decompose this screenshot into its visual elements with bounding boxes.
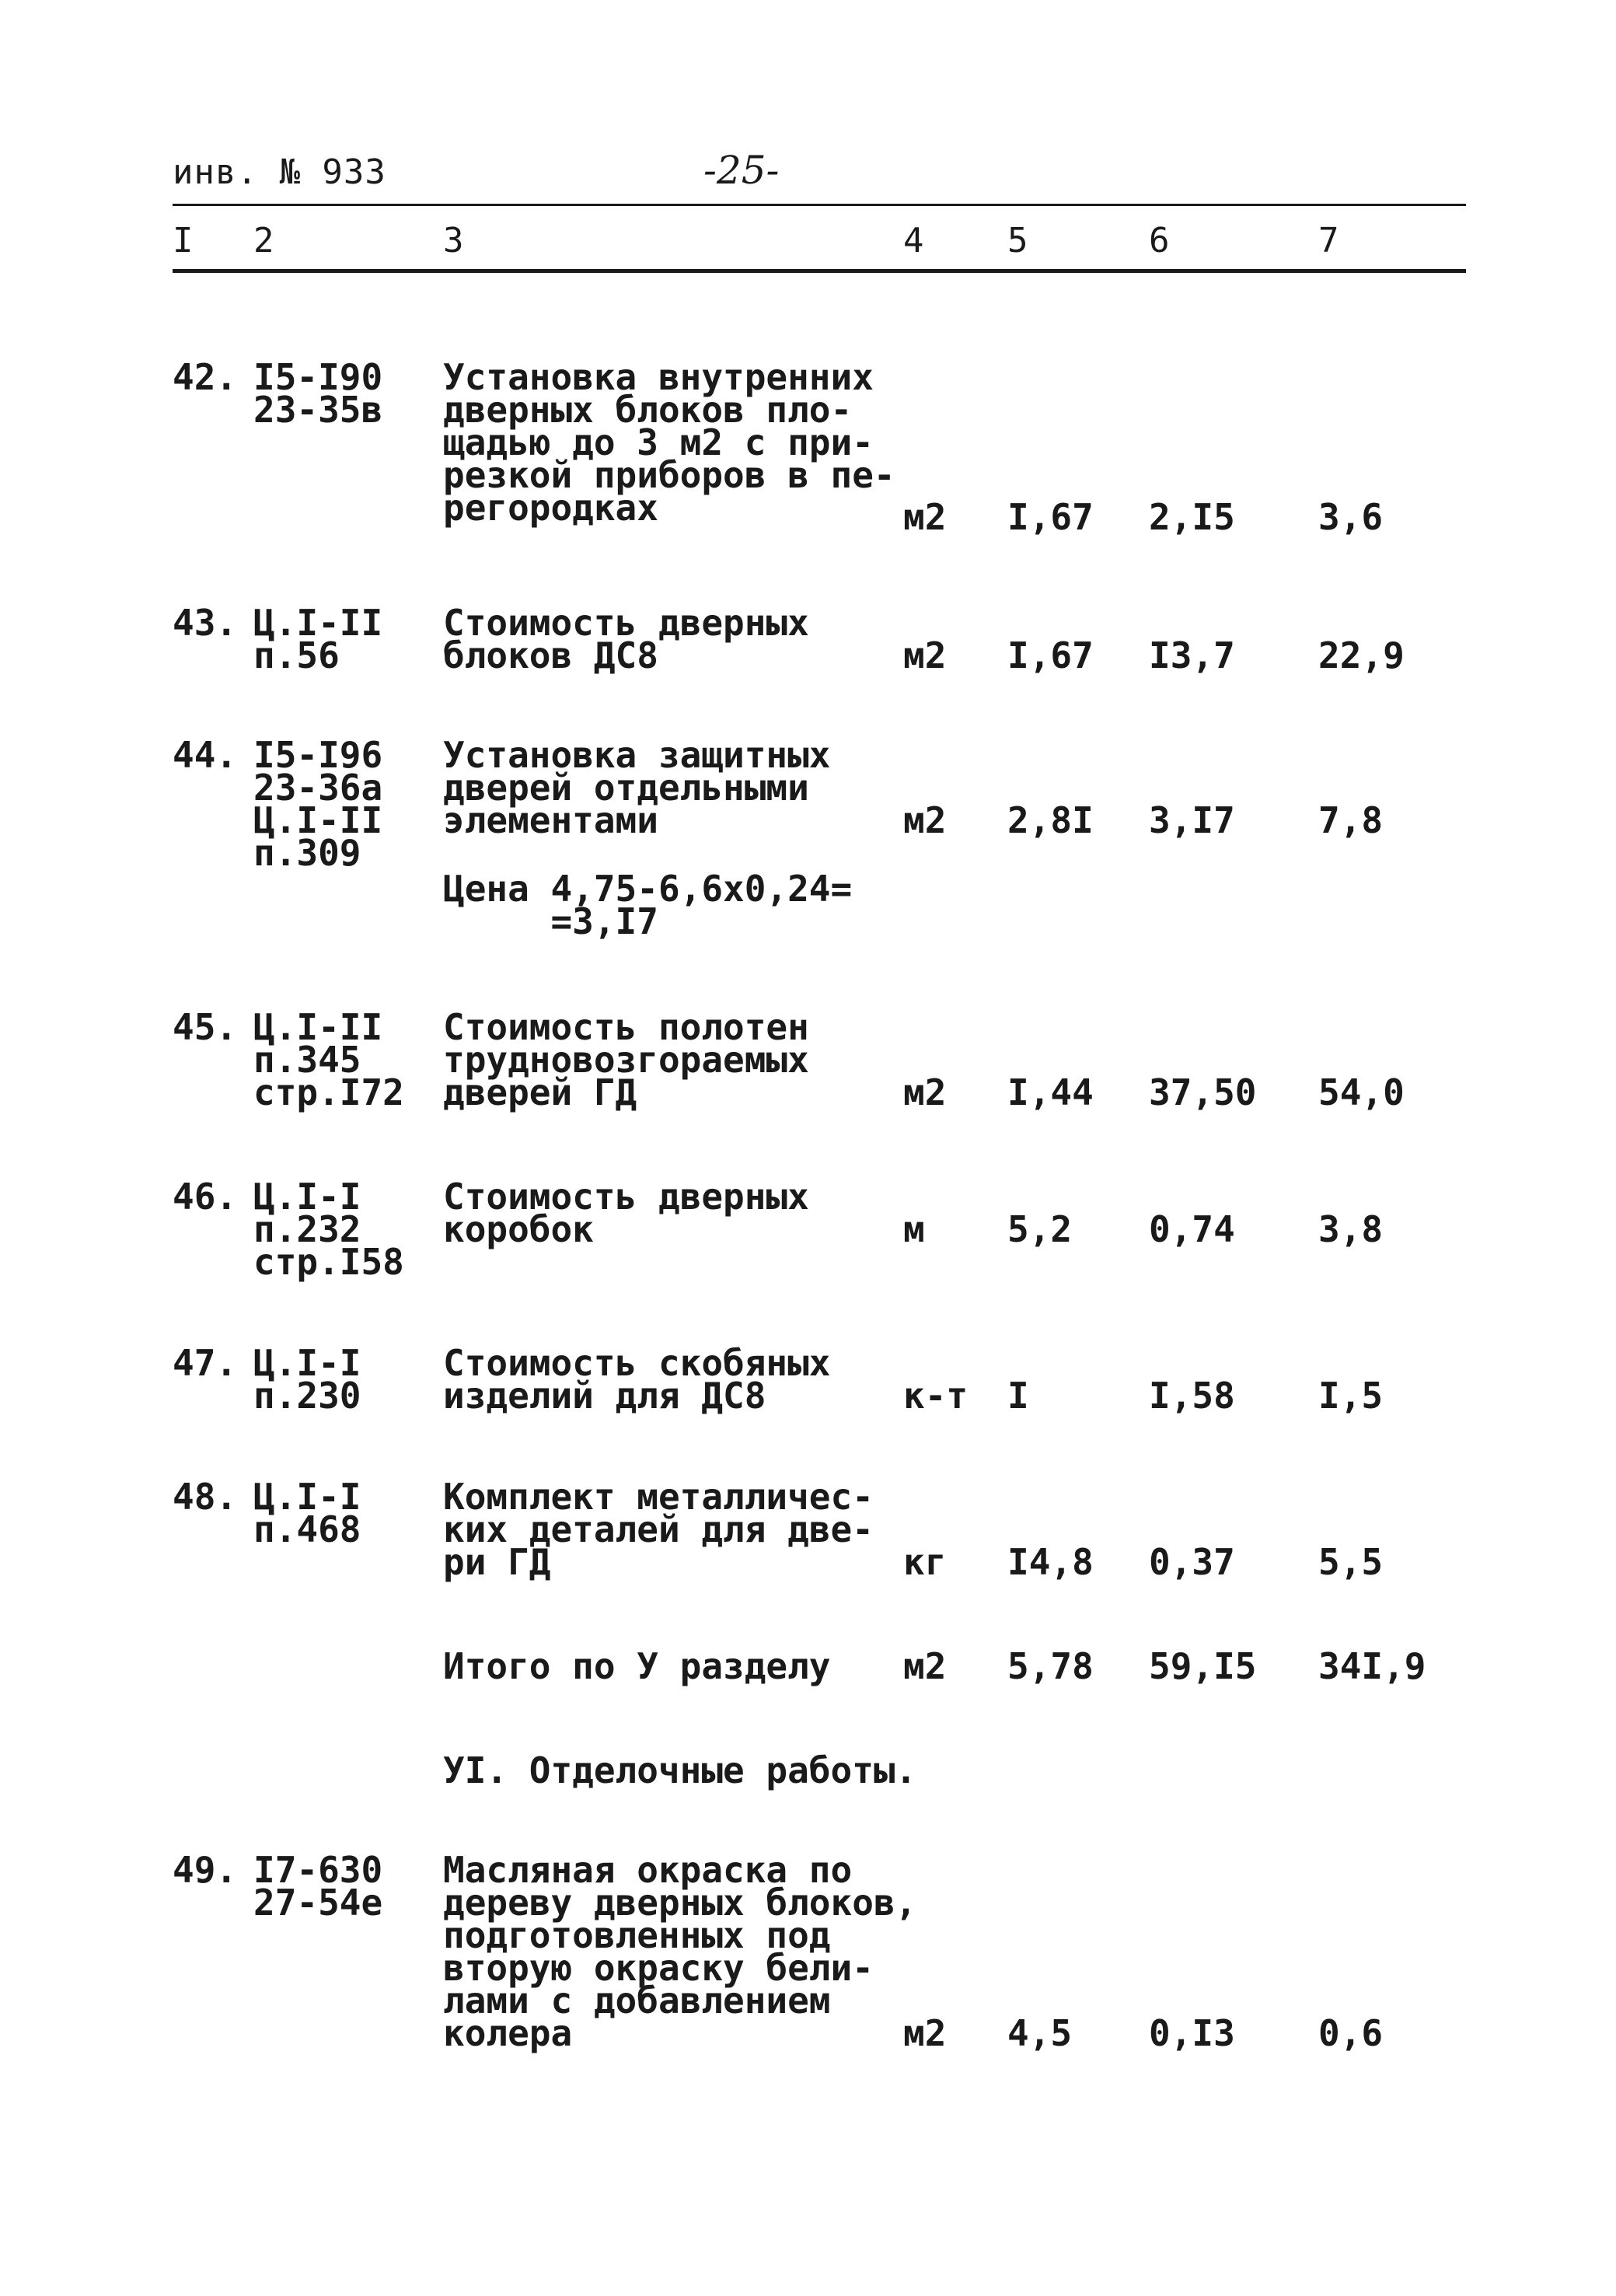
row-price: 0,74 (1149, 1208, 1235, 1250)
row-total: 3,6 (1318, 496, 1384, 538)
row-unit: кг (903, 1541, 947, 1583)
row-quantity: I (1007, 1375, 1029, 1417)
subtotal-unit: м2 (903, 1645, 947, 1687)
row-number: 49. (173, 1849, 238, 1891)
row-quantity: 2,8I (1007, 799, 1094, 841)
row-price: I,58 (1149, 1375, 1235, 1417)
row-unit: м2 (903, 634, 947, 676)
row-code: Ц.I-I п.230 (253, 1342, 361, 1417)
row-code: I7-630 27-54е (253, 1849, 383, 1924)
page-number: -25- (703, 148, 780, 193)
row-quantity: 4,5 (1007, 2012, 1073, 2054)
column-header-1: I (173, 221, 194, 260)
row-description: Установка внутренних дверных блоков пло- щадью до 3 м2 с при- резкой приборов в пе- регородках (443, 356, 895, 529)
row-number: 42. (173, 356, 238, 398)
row-total: 7,8 (1318, 799, 1384, 841)
row-code: Ц.I-II п.56 (253, 602, 383, 676)
row-code: Ц.I-I п.468 (253, 1476, 361, 1550)
row-description: Стоимость скобяных изделий для ДС8 (443, 1342, 831, 1417)
column-header-5: 5 (1007, 221, 1028, 260)
row-description: Установка защитных дверей отдельными элементами (443, 734, 831, 841)
row-quantity: 5,2 (1007, 1208, 1073, 1250)
row-code: I5-I90 23-35в (253, 356, 383, 431)
row-price: I3,7 (1149, 634, 1235, 676)
row-quantity: I,67 (1007, 496, 1094, 538)
row-unit: м (903, 1208, 925, 1250)
row-number: 47. (173, 1342, 238, 1384)
subtotal-quantity: 5,78 (1007, 1645, 1094, 1687)
inventory-number: инв. № 933 (173, 152, 386, 192)
row-number: 44. (173, 734, 238, 776)
row-quantity: I,67 (1007, 634, 1094, 676)
row-unit: м2 (903, 1071, 947, 1113)
row-total: 54,0 (1318, 1071, 1405, 1113)
row-unit: м2 (903, 799, 947, 841)
table-header-rule (173, 269, 1466, 273)
row-description: Стоимость дверных блоков ДС8 (443, 602, 809, 676)
subtotal-total: 34I,9 (1318, 1645, 1426, 1687)
column-header-4: 4 (903, 221, 924, 260)
row-total: 0,6 (1318, 2012, 1384, 2054)
row-quantity: I4,8 (1007, 1541, 1094, 1583)
column-header-2: 2 (253, 221, 274, 260)
row-total: I,5 (1318, 1375, 1384, 1417)
row-price: 3,I7 (1149, 799, 1235, 841)
row-number: 46. (173, 1176, 238, 1218)
row-total: 3,8 (1318, 1208, 1384, 1250)
row-number: 43. (173, 602, 238, 644)
column-header-6: 6 (1149, 221, 1170, 260)
row-description: Комплект металличес- ких деталей для две- ри ГД (443, 1476, 874, 1583)
row-quantity: I,44 (1007, 1071, 1094, 1113)
row-unit: к-т (903, 1375, 969, 1417)
row-price-note: Цена 4,75-6,6х0,24= =3,I7 (443, 868, 853, 942)
row-price: 0,I3 (1149, 2012, 1235, 2054)
row-price: 2,I5 (1149, 496, 1235, 538)
row-total: 5,5 (1318, 1541, 1384, 1583)
row-total: 22,9 (1318, 634, 1405, 676)
row-unit: м2 (903, 2012, 947, 2054)
row-code: Ц.I-II п.345 стр.I72 (253, 1006, 404, 1113)
row-code: Ц.I-I п.232 стр.I58 (253, 1176, 404, 1283)
column-header-3: 3 (443, 221, 464, 260)
row-code: I5-I96 23-36а Ц.I-II п.309 (253, 734, 383, 874)
row-price: 37,50 (1149, 1071, 1257, 1113)
column-header-7: 7 (1318, 221, 1339, 260)
section-heading: УI. Отделочные работы. (443, 1749, 917, 1791)
subtotal-label: Итого по У разделу (443, 1645, 831, 1687)
subtotal-price: 59,I5 (1149, 1645, 1257, 1687)
row-description: Стоимость дверных коробок (443, 1176, 809, 1250)
row-description: Масляная окраска по дереву дверных блоков, подготовленных под вторую окраску бели- лами с добавлением колера (443, 1849, 917, 2054)
row-number: 48. (173, 1476, 238, 1518)
row-unit: м2 (903, 496, 947, 538)
table-top-rule (173, 204, 1466, 206)
row-description: Стоимость полотен трудновозгораемых дверей ГД (443, 1006, 809, 1113)
row-number: 45. (173, 1006, 238, 1048)
row-price: 0,37 (1149, 1541, 1235, 1583)
